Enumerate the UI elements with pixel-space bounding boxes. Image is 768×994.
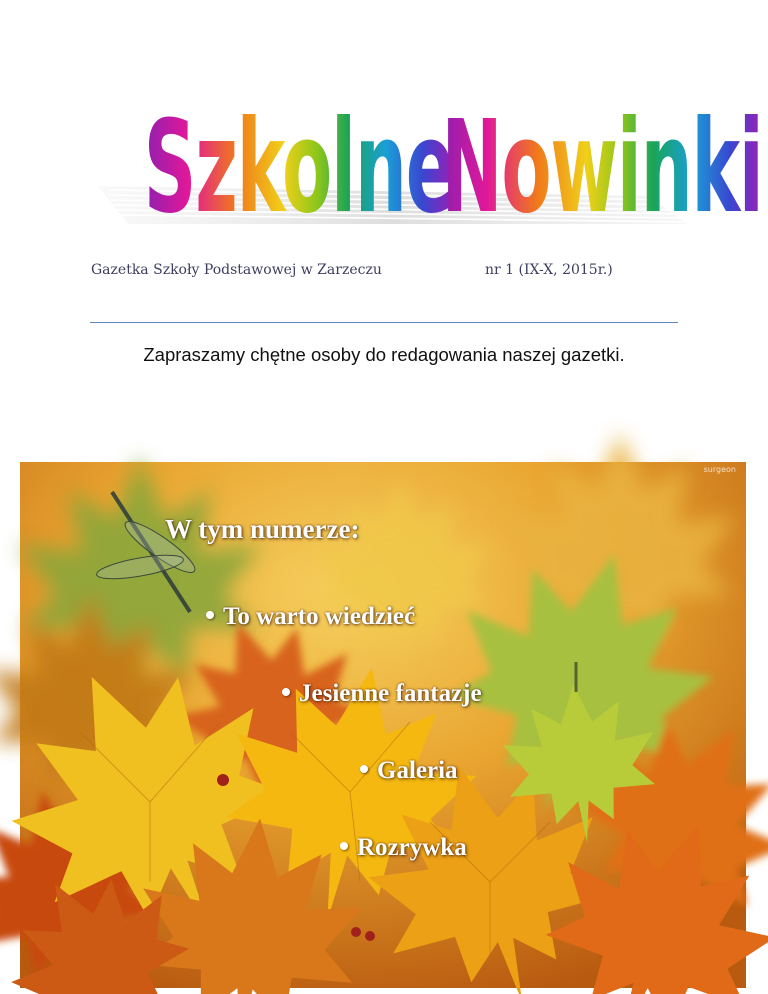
toc-heading: W tym numerze: — [165, 514, 360, 544]
bullet-icon — [282, 688, 290, 696]
photo-credit: surgeon — [703, 465, 736, 474]
masthead-title — [88, 78, 763, 242]
masthead-title-word-1: Szkolne — [143, 93, 455, 242]
header-divider — [90, 322, 678, 323]
toc-item-label: To warto wiedzieć — [223, 603, 416, 630]
bullet-icon — [360, 765, 368, 773]
masthead-title-word-2: Nowinki — [441, 93, 763, 242]
autumn-leaves-photo — [20, 462, 746, 988]
masthead-logo — [88, 78, 763, 242]
ladybug-icon — [217, 774, 229, 786]
invitation-text: Zapraszamy chętne osoby do redagowania naszej gazetki. — [143, 344, 625, 365]
toc-item-label: Galeria — [377, 757, 458, 784]
ladybug-icon — [365, 931, 375, 941]
toc-item-label: Jesienne fantazje — [299, 680, 482, 707]
school-name: Gazetka Szkoły Podstawowej w Zarzeczu — [91, 262, 382, 278]
bullet-icon — [206, 611, 214, 619]
toc-item — [282, 680, 482, 708]
toc-item — [340, 834, 467, 862]
toc-item — [206, 603, 415, 631]
ladybug-icon — [351, 927, 361, 937]
toc-item — [360, 757, 458, 785]
autumn-leaves-illustration — [20, 462, 746, 988]
issue-number: nr 1 (IX-X, 2015r.) — [485, 262, 613, 278]
toc-item-label: Rozrywka — [357, 834, 467, 861]
bullet-icon — [340, 842, 348, 850]
